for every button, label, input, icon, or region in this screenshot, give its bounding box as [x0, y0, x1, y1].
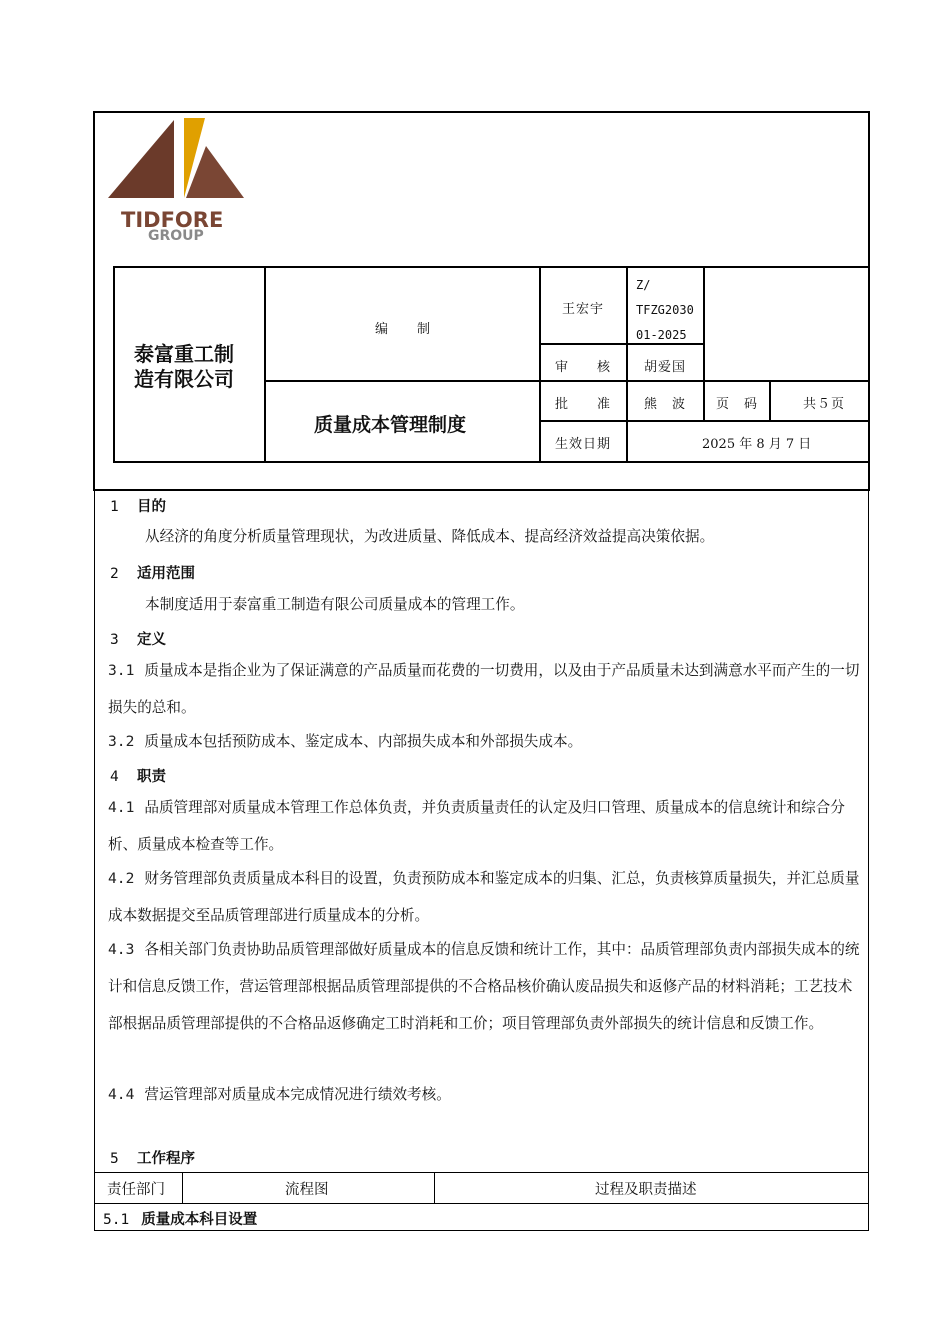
clause-text: 营运管理部对质量成本完成情况进行绩效考核。 [144, 1086, 451, 1103]
frame-left-border [93, 111, 95, 491]
section-heading-scope [110, 562, 195, 583]
reviewer-name: 胡爱国 [644, 360, 687, 375]
body-right-border [868, 489, 869, 1231]
company-name-text: 泰富重工制造有限公司 [134, 342, 234, 391]
frame-top-border [93, 111, 870, 113]
info-table-divider [539, 266, 541, 463]
procedure-row-number: 5.1 [103, 1212, 130, 1228]
procedure-row-title [103, 1208, 257, 1229]
paragraph-4-4 [108, 1076, 864, 1113]
document-title: 质量成本管理制度 [314, 414, 467, 436]
procedure-table-header-bottom [94, 1203, 869, 1204]
clause-text: 质量成本包括预防成本、鉴定成本、内部损失成本和外部损失成本。 [144, 733, 583, 750]
compile-label: 编 制 [375, 322, 432, 337]
section-heading-purpose [110, 495, 166, 516]
section-title: 工作程序 [137, 1151, 195, 1167]
section-title: 适用范围 [137, 566, 195, 582]
approve-label: 批 准 [555, 397, 612, 412]
section-title: 职责 [137, 769, 166, 785]
info-table-divider [264, 266, 266, 463]
review-label: 审 核 [555, 360, 612, 375]
paragraph-purpose: 从经济的角度分析质量管理现状，为改进质量、降低成本、提高经济效益提高决策依据。 [145, 528, 715, 545]
section-number: 4 [110, 769, 119, 785]
clause-number: 3.1 [108, 662, 135, 679]
compiler-name: 王宏宇 [562, 302, 605, 317]
section-heading-definition [110, 628, 166, 649]
clause-number: 3.2 [108, 733, 135, 750]
info-table-divider [264, 380, 869, 382]
clause-text: 财务管理部负责质量成本科目的设置，负责预防成本和鉴定成本的归集、汇总，负责核算质量损失，并汇总质量成本数据提交至品质管理部进行质量成本的分析。 [108, 870, 860, 924]
paragraph-4-3 [108, 931, 864, 1042]
info-table-divider [539, 420, 869, 422]
frame-bottom-border [93, 489, 870, 491]
document-code: Z/ TFZG2030 01-2025 [636, 278, 694, 342]
company-name [134, 342, 249, 392]
logo-group-text: GROUP [148, 228, 204, 244]
procedure-table-row-bottom [94, 1230, 869, 1231]
clause-number: 4.3 [108, 941, 135, 958]
frame-right-border [868, 111, 870, 491]
info-table-bottom [113, 461, 869, 463]
procedure-row-label: 质量成本科目设置 [141, 1212, 258, 1228]
logo-brand-text: TIDFORE [121, 208, 224, 232]
column-header-department: 责任部门 [107, 1182, 165, 1198]
paragraph-4-2 [108, 860, 864, 934]
section-number: 3 [110, 632, 119, 648]
paragraph-3-2 [108, 723, 864, 760]
body-left-border [94, 489, 95, 1231]
info-table-divider [626, 266, 628, 463]
info-table-left [113, 266, 115, 463]
clause-number: 4.4 [108, 1086, 135, 1103]
section-number: 5 [110, 1151, 119, 1167]
effective-date: 2025 年 8 月 7 日 [702, 437, 812, 452]
section-number: 1 [110, 499, 119, 515]
approver-name: 熊 波 [644, 397, 687, 412]
info-table-divider [769, 381, 771, 421]
section-heading-procedure [110, 1147, 195, 1168]
clause-number: 4.1 [108, 799, 135, 816]
info-table-top [113, 266, 869, 268]
procedure-table-divider [434, 1172, 435, 1203]
page-count: 共５页 [803, 397, 846, 412]
procedure-table-divider [182, 1172, 183, 1203]
column-header-description: 过程及职责描述 [595, 1182, 697, 1198]
column-header-flowchart: 流程图 [285, 1182, 329, 1198]
clause-number: 4.2 [108, 870, 135, 887]
paragraph-scope: 本制度适用于泰富重工制造有限公司质量成本的管理工作。 [145, 596, 525, 613]
section-heading-responsibility [110, 765, 166, 786]
company-logo [104, 116, 254, 246]
clause-text: 质量成本是指企业为了保证满意的产品质量而花费的一切费用，以及由于产品质量未达到满意水平而产生的一切损失的总和。 [108, 662, 860, 716]
paragraph-4-1 [108, 789, 864, 863]
section-title: 目的 [137, 499, 166, 515]
clause-text: 各相关部门负责协助品质管理部做好质量成本的信息反馈和统计工作，其中：品质管理部负责内部损失成本的统计和信息反馈工作，营运管理部根据品质管理部提供的不合格品核价确认废品损失和返修产品的材料消耗；工艺技术部根据品质管理部提供的不合格品返修确定工时消耗和工价；项目管理部负责外部损失的统计信息和反馈工作。 [108, 941, 860, 1032]
section-title: 定义 [137, 632, 166, 648]
clause-text: 品质管理部对质量成本管理工作总体负责，并负责质量责任的认定及归口管理、质量成本的信息统计和综合分析、质量成本检查等工作。 [108, 799, 845, 853]
effective-date-label: 生效日期 [555, 437, 612, 452]
page-label: 页 码 [716, 397, 759, 412]
paragraph-3-1 [108, 652, 864, 726]
section-number: 2 [110, 566, 119, 582]
procedure-table-top [94, 1172, 869, 1173]
